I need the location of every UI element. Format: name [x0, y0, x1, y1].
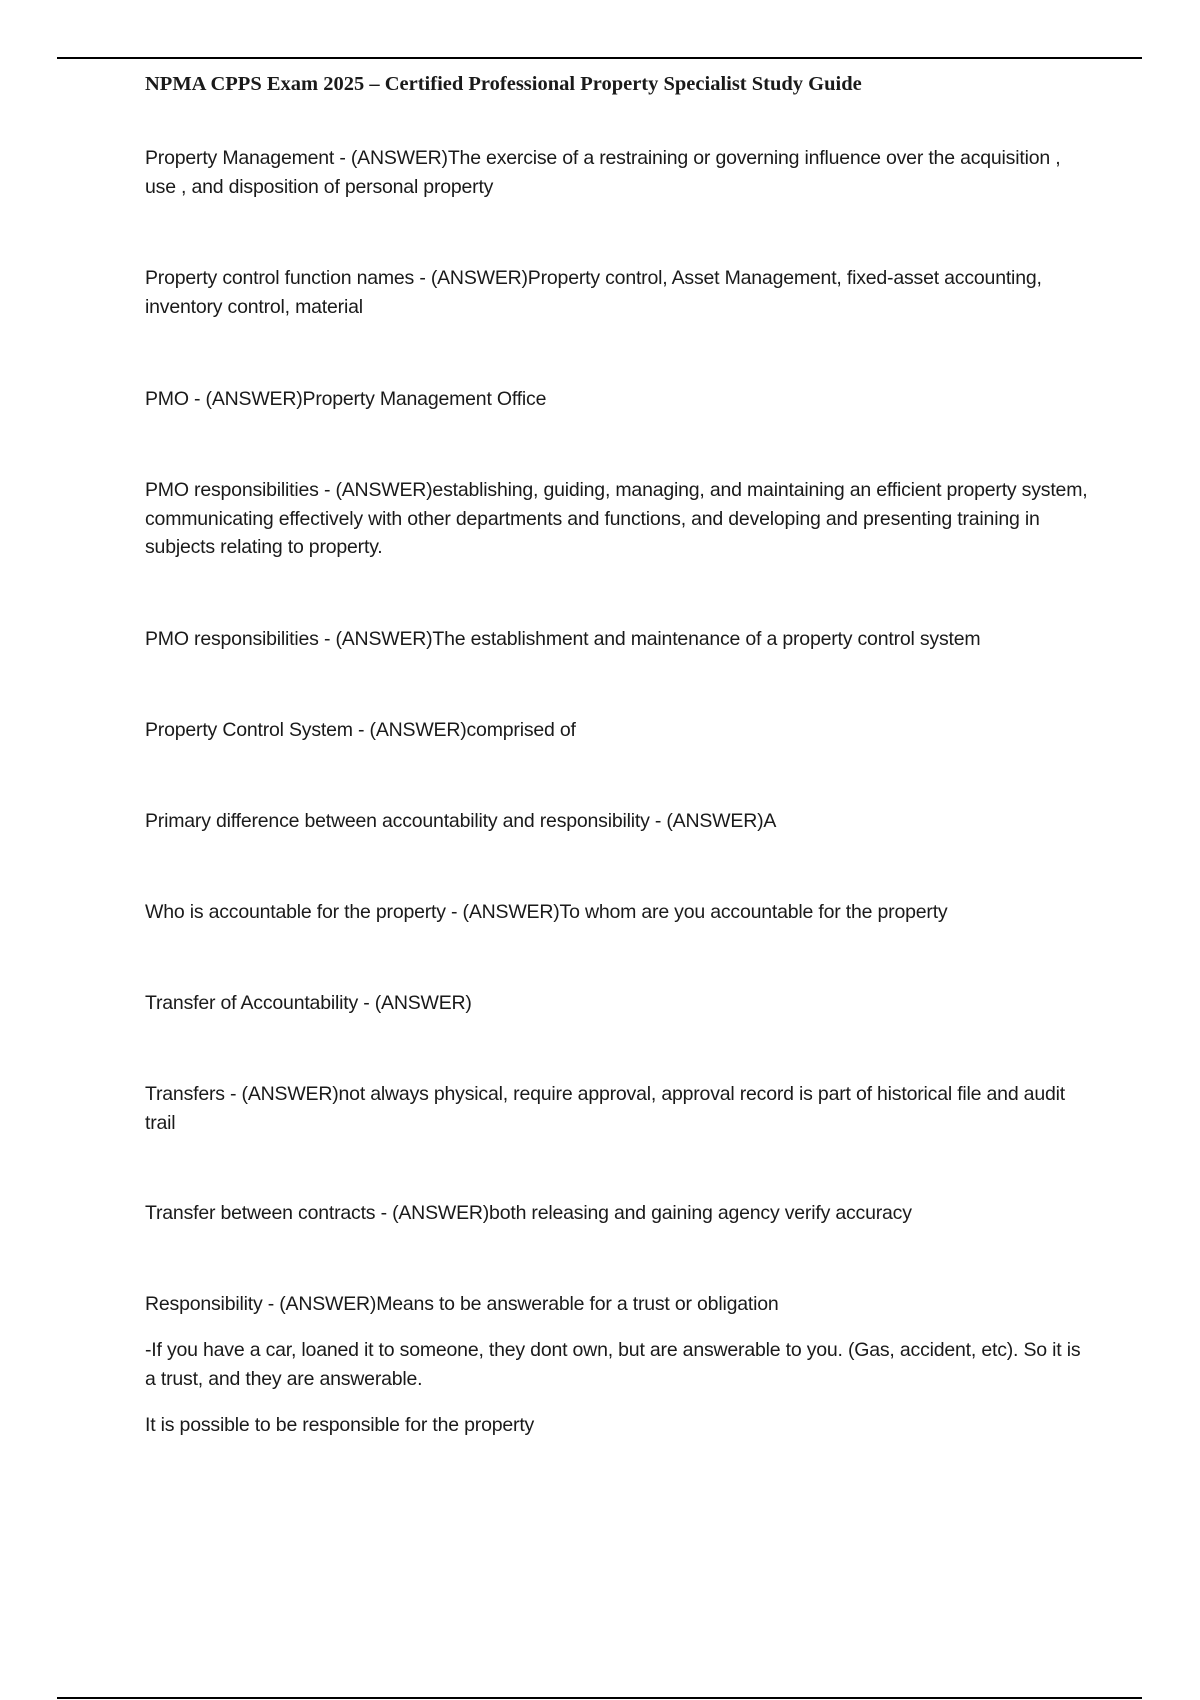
- qa-entry-pmo: PMO - (ANSWER)Property Management Office: [145, 388, 547, 410]
- qa-entry-property-control-system: Property Control System - (ANSWER)comprised of: [145, 719, 576, 741]
- qa-entry-transfers: Transfers - (ANSWER)not always physical, require approval, approval record is part of historical file and audit trail: [145, 1083, 1065, 1134]
- qa-entry-transfer-of-accountability: Transfer of Accountability - (ANSWER): [145, 992, 472, 1014]
- qa-entry-responsibility: Responsibility - (ANSWER)Means to be answerable for a trust or obligation: [145, 1293, 779, 1315]
- qa-entry-accountability-vs-responsibility: Primary difference between accountability and responsibility - (ANSWER)A: [145, 810, 777, 832]
- qa-entry-property-management: Property Management - (ANSWER)The exercise of a restraining or governing influence over the acquisition , use , and disposition of personal property: [145, 147, 1061, 198]
- header-rule: [57, 57, 1142, 59]
- qa-entry-pmo-responsibilities-1: PMO responsibilities - (ANSWER)establishing, guiding, managing, and maintaining an efficient property system, communicating effectively with other departments and functions, and developing and presenting training in subjects relating to property.: [145, 479, 1088, 558]
- footer-rule: [57, 1697, 1142, 1699]
- responsibility-example: -If you have a car, loaned it to someone, they dont own, but are answerable to you. (Gas, accident, etc). So it is a trust, and they are answerable.: [145, 1339, 1081, 1390]
- responsibility-note: It is possible to be responsible for the property: [145, 1414, 535, 1436]
- qa-entry-pmo-responsibilities-2: PMO responsibilities - (ANSWER)The establishment and maintenance of a property control system: [145, 628, 981, 650]
- qa-entry-transfer-between-contracts: Transfer between contracts - (ANSWER)both releasing and gaining agency verify accuracy: [145, 1202, 912, 1224]
- document-title: NPMA CPPS Exam 2025 – Certified Professional Property Specialist Study Guide: [145, 73, 862, 95]
- qa-entry-who-is-accountable: Who is accountable for the property - (ANSWER)To whom are you accountable for the property: [145, 901, 948, 923]
- qa-entry-property-control-function-names: Property control function names - (ANSWER)Property control, Asset Management, fixed-asset accounting, inventory control, material: [145, 267, 1042, 318]
